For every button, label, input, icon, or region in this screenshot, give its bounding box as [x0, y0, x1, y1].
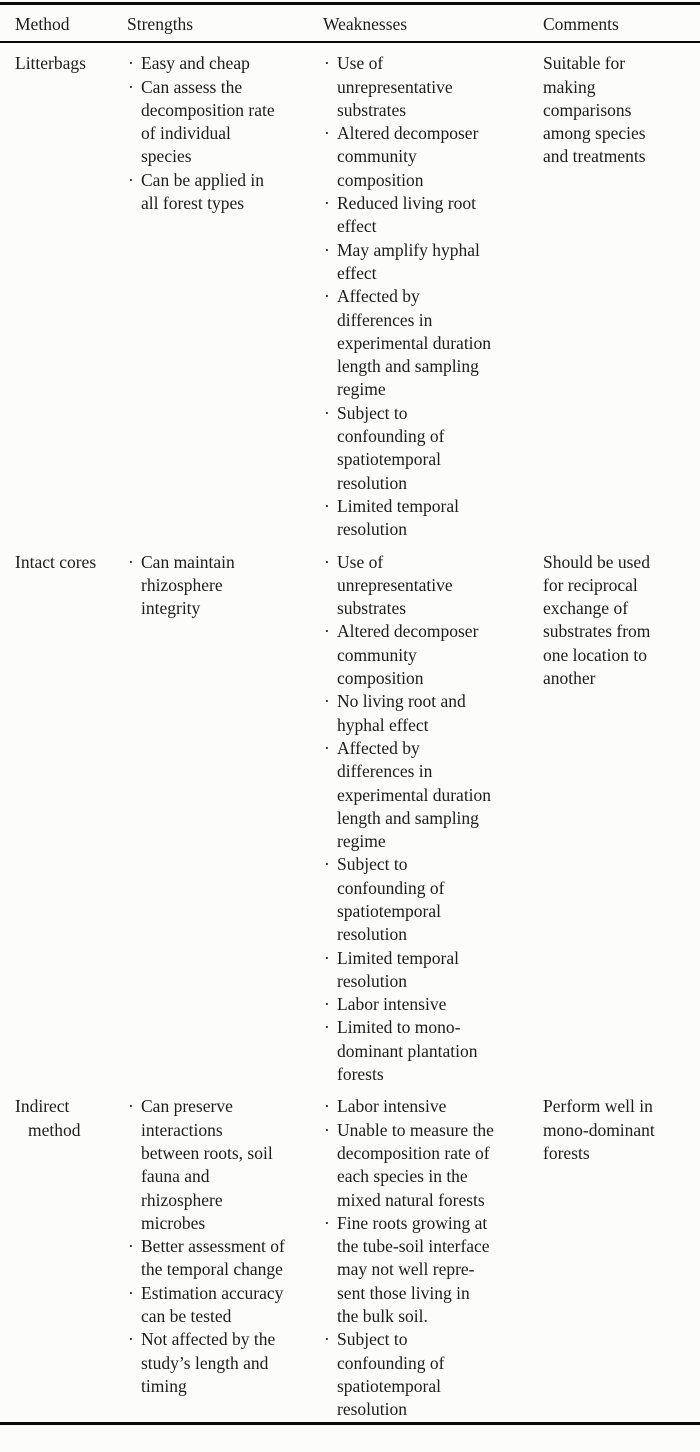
list-item	[127, 1282, 285, 1329]
weaknesses-cell	[308, 1095, 543, 1421]
list-item	[127, 551, 285, 621]
list-item-text: Limited temporal resolution	[337, 495, 459, 540]
list-item-text: Estimation accuracy can be tested	[141, 1282, 284, 1327]
list-item-text: Can assess the decomposition rate of individual species	[141, 76, 275, 167]
bullet-dot-icon: ·	[324, 854, 330, 875]
weaknesses-list	[323, 52, 495, 541]
list-item-text: Subject to confounding of spatiotemporal resolution	[337, 402, 445, 493]
list-item	[323, 495, 495, 542]
bullet-dot-icon: ·	[324, 286, 330, 307]
list-item-text: Subject to confounding of spatiotemporal resolution	[337, 854, 445, 945]
list-item	[127, 169, 285, 216]
bullet-dot-icon: ·	[324, 1096, 330, 1117]
list-item-text: May amplify hyphal effect	[337, 239, 480, 283]
list-item	[323, 1095, 495, 1118]
list-item-text: Use of unrepresentative substrates	[337, 53, 453, 120]
list-item	[323, 737, 495, 853]
bullet-dot-icon: ·	[324, 193, 330, 214]
method-cell	[0, 1095, 112, 1142]
comments-text: Suitable for making comparisons among species and treatments	[543, 53, 646, 167]
list-item	[127, 76, 285, 169]
list-item	[127, 1328, 285, 1398]
bullet-dot-icon: ·	[324, 1212, 330, 1233]
bullet-dot-icon: ·	[324, 994, 330, 1015]
weaknesses-list	[323, 551, 495, 1087]
table-header-row	[0, 5, 700, 41]
method-name: Intact cores	[15, 551, 97, 572]
list-item	[323, 239, 495, 286]
list-item-text: Can preserve interactions between roots, soil fauna and rhizosphere microbes	[141, 1096, 273, 1233]
method-cell	[0, 52, 112, 75]
list-item	[323, 1119, 495, 1212]
bullet-dot-icon: ·	[324, 1119, 330, 1140]
list-item	[323, 1212, 495, 1328]
bullet-dot-icon: ·	[128, 1282, 134, 1303]
list-item-text: Fine roots growing at the tube-soil interface may not well repre-sent those living in the bulk soil.	[337, 1212, 490, 1327]
list-item	[323, 620, 495, 690]
list-item-text: No living root and hyphal effect	[337, 691, 466, 735]
comments-text: Should be used for reciprocal exchange of substrates from one location to another	[543, 551, 651, 689]
list-item-text: Subject to confounding of spatiotemporal resolution	[337, 1329, 445, 1420]
list-item-text: Unable to measure the decomposition rate of each species in the mixed natural forests	[337, 1119, 494, 1210]
list-item	[323, 122, 495, 192]
list-item-text: Affected by differences in experimental duration length and sampling regime	[337, 737, 492, 852]
weaknesses-cell	[308, 52, 543, 541]
list-item-text: Easy and cheap	[141, 53, 250, 74]
list-item-text: Limited temporal resolution	[337, 947, 459, 991]
bullet-dot-icon: ·	[324, 402, 330, 423]
bullet-dot-icon: ·	[324, 737, 330, 758]
bullet-dot-icon: ·	[324, 621, 330, 642]
list-item	[323, 1328, 495, 1421]
list-item	[323, 993, 495, 1016]
bullet-dot-icon: ·	[128, 551, 134, 572]
bullet-dot-icon: ·	[324, 947, 330, 968]
list-item-text: Altered decomposer community composition	[337, 123, 479, 190]
bullet-dot-icon: ·	[324, 1017, 330, 1038]
bullet-dot-icon: ·	[324, 691, 330, 712]
list-item	[323, 1016, 495, 1086]
list-item	[127, 1235, 285, 1282]
list-item-text: Altered decomposer community composition	[337, 621, 479, 689]
strengths-cell	[112, 551, 308, 621]
bullet-dot-icon: ·	[128, 53, 134, 74]
weaknesses-list	[323, 1095, 495, 1421]
table-row-indirect-method	[0, 1086, 700, 1421]
bullet-dot-icon: ·	[324, 551, 330, 572]
bullet-dot-icon: ·	[128, 169, 134, 190]
list-item	[323, 551, 495, 621]
method-name: Indirect method	[15, 1096, 81, 1140]
bullet-dot-icon: ·	[324, 239, 330, 260]
list-item-text: Can be applied in all forest types	[141, 169, 264, 214]
list-item-text: Reduced living root effect	[337, 193, 477, 237]
list-item-text: Use of unrepresentative substrates	[337, 551, 453, 619]
list-item	[323, 285, 495, 401]
bullet-dot-icon: ·	[324, 123, 330, 144]
list-item	[323, 402, 495, 495]
method-name: Litterbags	[15, 53, 86, 74]
list-item	[127, 52, 285, 75]
comments-cell	[543, 1095, 700, 1165]
bullet-dot-icon: ·	[128, 1096, 134, 1117]
bullet-dot-icon: ·	[324, 495, 330, 516]
bullet-dot-icon: ·	[128, 1329, 134, 1350]
bullet-dot-icon: ·	[324, 53, 330, 74]
column-header-strengths: Strengths	[127, 14, 194, 34]
strengths-list	[127, 1095, 285, 1398]
list-item	[323, 192, 495, 239]
table-row-intact-cores	[0, 542, 700, 1087]
list-item-text: Limited to mono-dominant plantation forests	[337, 1017, 478, 1085]
list-item	[323, 853, 495, 946]
table-bottom-rule	[0, 1422, 700, 1425]
bullet-dot-icon: ·	[324, 1329, 330, 1350]
bullet-dot-icon: ·	[128, 76, 134, 97]
list-item-text: Can maintain rhizosphere integrity	[141, 551, 235, 619]
bullet-dot-icon: ·	[128, 1236, 134, 1257]
comments-cell	[543, 52, 700, 168]
list-item-text: Not affected by the study’s length and timing	[141, 1329, 276, 1396]
list-item	[127, 1095, 285, 1235]
comments-cell	[543, 551, 700, 691]
strengths-cell	[112, 1095, 308, 1398]
method-cell	[0, 551, 112, 574]
list-item-text: Affected by differences in experimental duration length and sampling regime	[337, 286, 492, 400]
table-row-litterbags	[0, 43, 700, 541]
list-item	[323, 947, 495, 994]
list-item-text: Labor intensive	[337, 1096, 447, 1117]
list-item	[323, 52, 495, 122]
column-header-method: Method	[15, 14, 70, 34]
weaknesses-cell	[308, 551, 543, 1087]
list-item	[323, 690, 495, 737]
column-header-comments: Comments	[543, 14, 619, 34]
comments-text: Perform well in mono-dominant forests	[543, 1096, 655, 1163]
strengths-cell	[112, 52, 308, 215]
strengths-list	[127, 551, 285, 621]
strengths-list	[127, 52, 285, 215]
column-header-weaknesses: Weaknesses	[323, 14, 408, 34]
list-item-text: Better assessment of the temporal change	[141, 1236, 285, 1280]
list-item-text: Labor intensive	[337, 994, 447, 1015]
